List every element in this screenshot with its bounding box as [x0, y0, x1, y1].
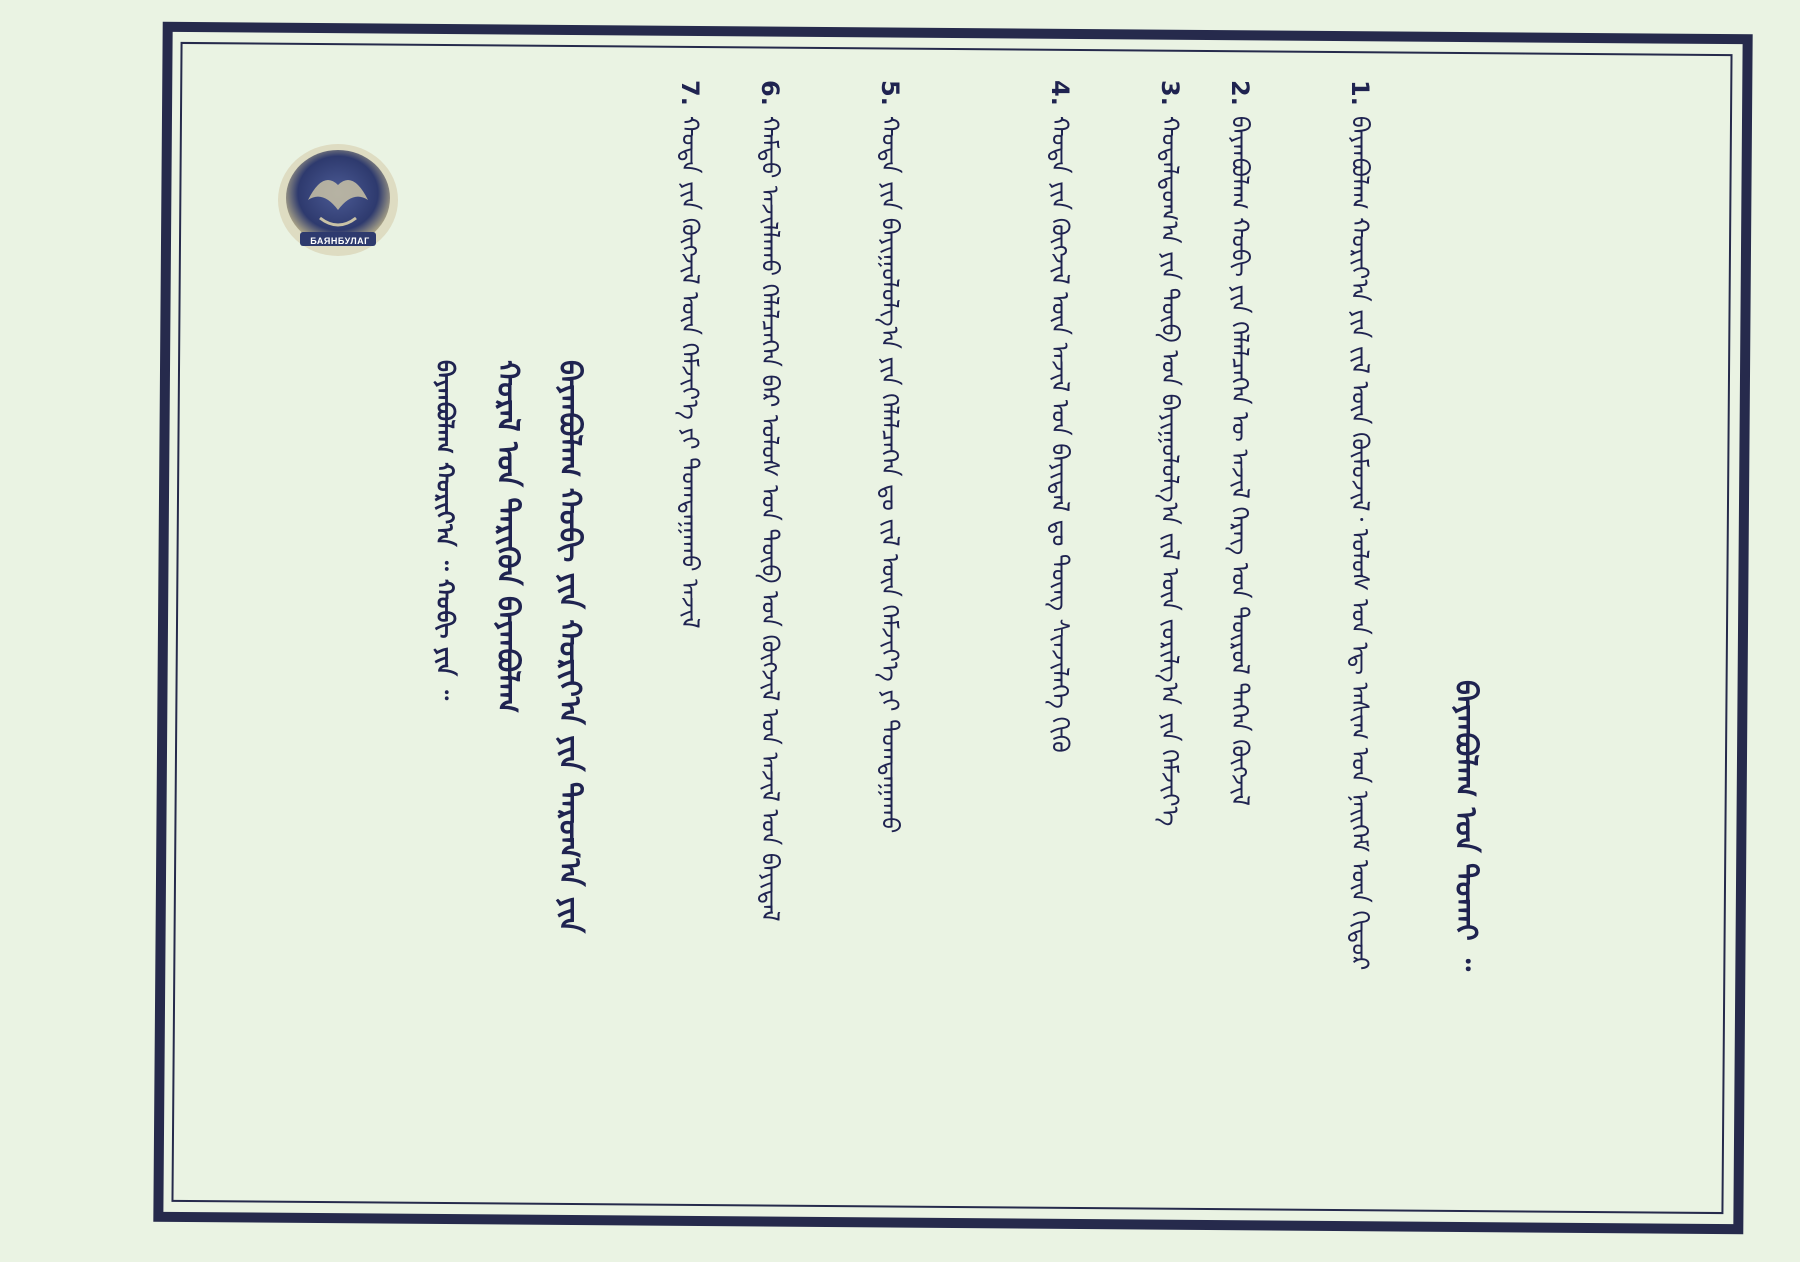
signature-line-3: ᠪᠠᠶᠠᠨᠪᠤᠯᠠᠭ ᠬᠣᠷᠢᠶ᠎ᠠ ᠃ ᠬᠤᠪᠢ ᠶᠢᠨ ᠃ [431, 360, 459, 701]
paragraph-5 [860, 80, 920, 1120]
paragraph-number: 7. [676, 80, 704, 106]
document-body [420, 80, 1500, 1120]
paragraph-text: ᠬᠣᠳᠠ ᠶᠢᠨ ᠬᠥᠭᠵᠢᠯ ᠦᠨ ᠠᠵᠢᠯ ᠤᠨ ᠪᠠᠶᠢᠳᠠᠯ ᠳᠤ ᠳᠦᠩ ᠰᠢᠨᠵᠢᠯᠡᠭᠡ ᠬᠢᠬᠦ [1046, 115, 1074, 753]
bayanbulag-emblem [268, 140, 408, 266]
emblem-label: БАЯНБУЛАГ [310, 236, 370, 246]
paragraph-text: ᠬᠤᠳᠠᠯᠳᠤᠭ᠎ᠠ ᠶᠢᠨ ᠲᠥᠪ ᠤᠨ ᠪᠠᠶᠢᠭᠤᠯᠤᠯᠭ᠎ᠠ ᠵᠢᠯ ᠦᠨ ᠵᠤᠷᠢᠯᠭ᠎ᠠ ᠶᠢᠨ ᠬᠡᠮᠵᠢᠶ᠎ᠡ [1156, 115, 1184, 827]
paragraph-3 [1140, 80, 1200, 1120]
paragraph-text: ᠬᠣᠳᠠ ᠶᠢᠨ ᠬᠥᠭᠵᠢᠯ ᠦᠨ ᠬᠡᠮᠵᠢᠶ᠎ᠡ ᠶᠢ ᠲᠣᠭᠲᠠᠭᠠᠬᠤ ᠠᠵᠢᠯ [676, 115, 704, 629]
paragraph-number: 1. [1346, 80, 1374, 106]
signature-line-2: ᠬᠤᠷᠠᠯ ᠤᠨ ᠲᠡᠷᠢᠭᠦᠨ ᠪᠠᠶᠠᠨᠪᠤᠯᠠᠭ [490, 360, 525, 714]
paragraph-6 [740, 80, 800, 1120]
paragraph-2 [1210, 80, 1270, 1120]
signature-line-1: ᠪᠠᠶᠠᠨᠪᠤᠯᠠᠭ ᠬᠤᠪᠢ ᠶᠢᠨ ᠬᠣᠷᠢᠶ᠎ᠠ ᠶᠢᠨ ᠳᠠᠷᠤᠭ᠎ᠠ ᠶᠢᠨ [552, 360, 587, 934]
paragraph-number: 6. [756, 80, 784, 106]
paragraph-1 [1330, 80, 1390, 1120]
paragraph-text: ᠪᠠᠶᠠᠨᠪᠤᠯᠠᠭ ᠬᠤᠷᠢᠶ᠎ᠠ ᠶᠢᠨ ᠵᠢᠯ ᠦᠨ ᠬᠦᠮᠦᠵᠢᠯ᠂ ᠤᠯᠤᠰ ᠤᠨ ᠡᠳ᠋ ᠠᠰᠢᠭ ᠤᠨ ᠨᠡᠢᠭᠡᠮ ᠦᠨ ᠬᠢᠳᠤᠷ [1346, 115, 1374, 971]
paragraph-text: ᠬᠠᠮᠲᠤ ᠠᠵᠢᠯᠯᠠᠬᠤ ᠬᠡᠯᠡᠯᠴᠡᠭᠡᠨ ᠪᠠᠷ ᠤᠯᠤᠰ ᠤᠨ ᠲᠥᠪ ᠤᠨ ᠬᠥᠭᠵᠢᠯ ᠤᠨ ᠠᠵᠢᠯ ᠤᠨ ᠪᠠᠶᠢᠳᠠᠯ [756, 115, 784, 922]
paragraph-text: ᠪᠠᠶᠠᠨᠪᠤᠯᠠᠭ ᠬᠤᠪᠢ ᠶᠢᠨ ᠬᠡᠯᠡᠯᠴᠡᠭᠡᠨ ᠦ ᠠᠵᠢᠯ ᠬᠡᠷᠡᠭ ᠤᠨ ᠲᠥᠷᠥᠯ ᠳᠡᠭᠡᠨ ᠬᠥᠭᠵᠢᠯ [1226, 115, 1254, 806]
paragraph-text: ᠬᠣᠳᠠ ᠶᠢᠨ ᠪᠠᠶᠢᠭᠤᠯᠤᠯᠭ᠎ᠠ ᠶᠢᠨ ᠬᠡᠯᠡᠯᠴᠡᠭᠡᠨ ᠳᠤ ᠵᠢᠯ ᠦᠨ ᠬᠡᠮᠵᠢᠶ᠎ᠡ ᠶᠢ ᠲᠣᠭᠲᠠᠭᠠᠬᠤ [876, 115, 904, 834]
document-heading: ᠪᠠᠶᠠᠨᠪᠤᠯᠠᠭ ᠤᠨ ᠲᠤᠬᠠᠢ ᠃ [1448, 680, 1483, 972]
paragraph-number: 5. [876, 80, 904, 106]
paragraph-number: 4. [1046, 80, 1074, 106]
paragraph-number: 3. [1156, 80, 1184, 106]
paragraph-7 [660, 80, 720, 1120]
paragraph-4 [1030, 80, 1090, 1120]
paragraph-number: 2. [1226, 80, 1254, 106]
